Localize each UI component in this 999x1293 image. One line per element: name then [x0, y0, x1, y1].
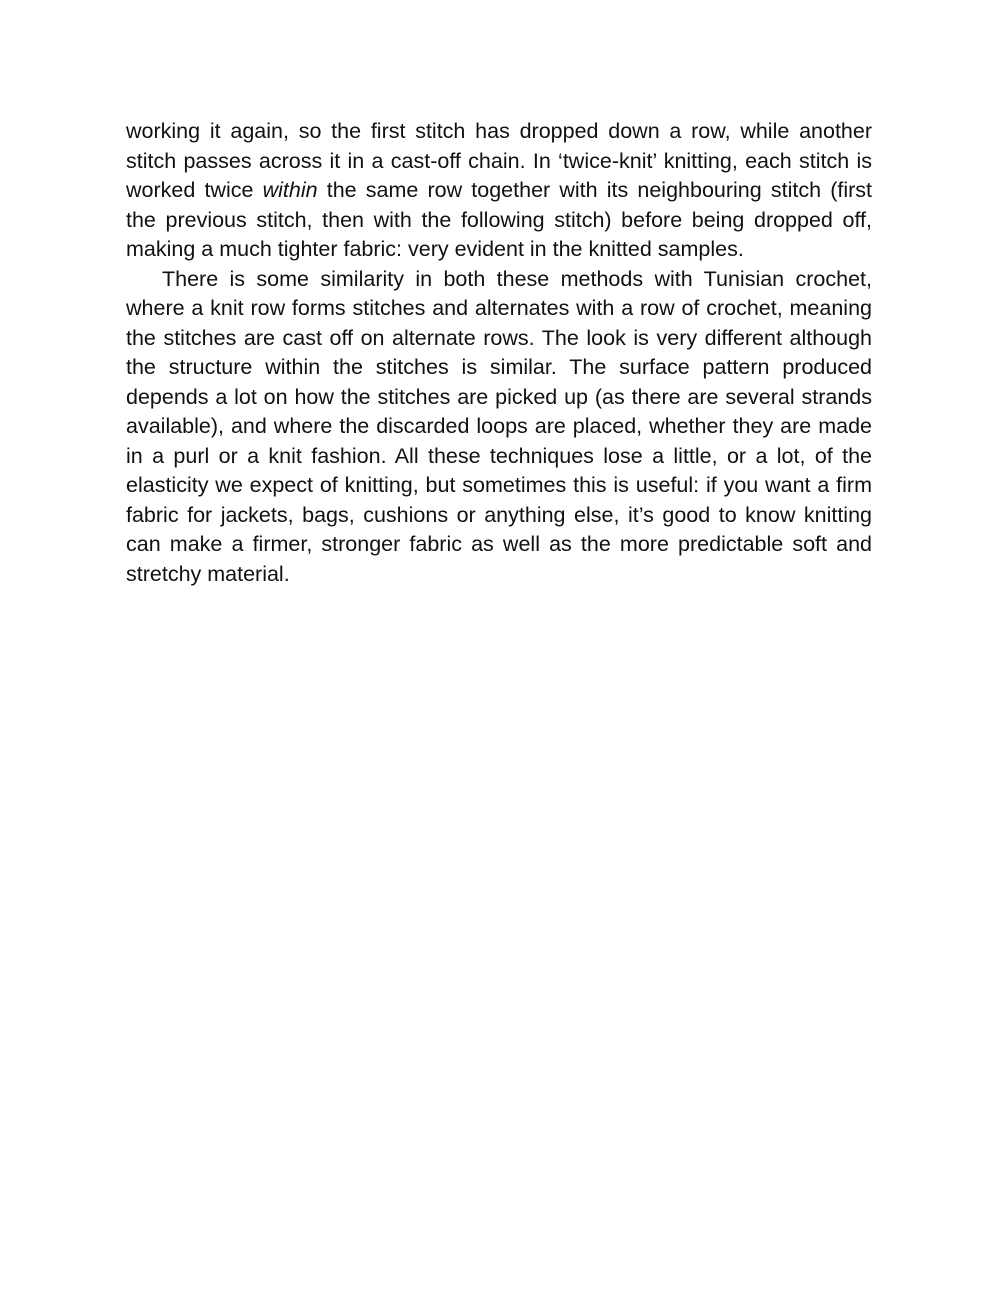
- body-text: [126, 117, 872, 589]
- paragraph-1-text-start: working it again, so the first stitch has dropped down a row, while another stitch passes across it in a cast-off chain. In ‘twice-knit’ knitting, each stitch is worked twice: [126, 119, 872, 202]
- paragraph-1: [126, 117, 872, 265]
- paragraph-2: There is some similarity in both these methods with Tunisian crochet, where a knit row forms stitches and alternates with a row of crochet, meaning the stitches are cast off on alternate rows. The look is very different although the structure within the stitches is similar. The surface pattern produced depends a lot on how the stitches are picked up (as there are several strands available), and where the discarded loops are placed, whether they are made in a purl or a knit fashion. All these techniques lose a little, or a lot, of the elasticity we expect of knitting, but sometimes this is useful: if you want a firm fabric for jackets, bags, cushions or anything else, it’s good to know knitting can make a firmer, stronger fabric as well as the more predictable soft and stretchy material.: [126, 266, 872, 586]
- paragraph-1-text-end: the same row together with its neighbouring stitch (first the previous stitch, then with the following stitch) before being dropped off, making a much tighter fabric: very evident in the knitted samples.: [126, 178, 872, 261]
- emphasized-word: within: [262, 178, 318, 202]
